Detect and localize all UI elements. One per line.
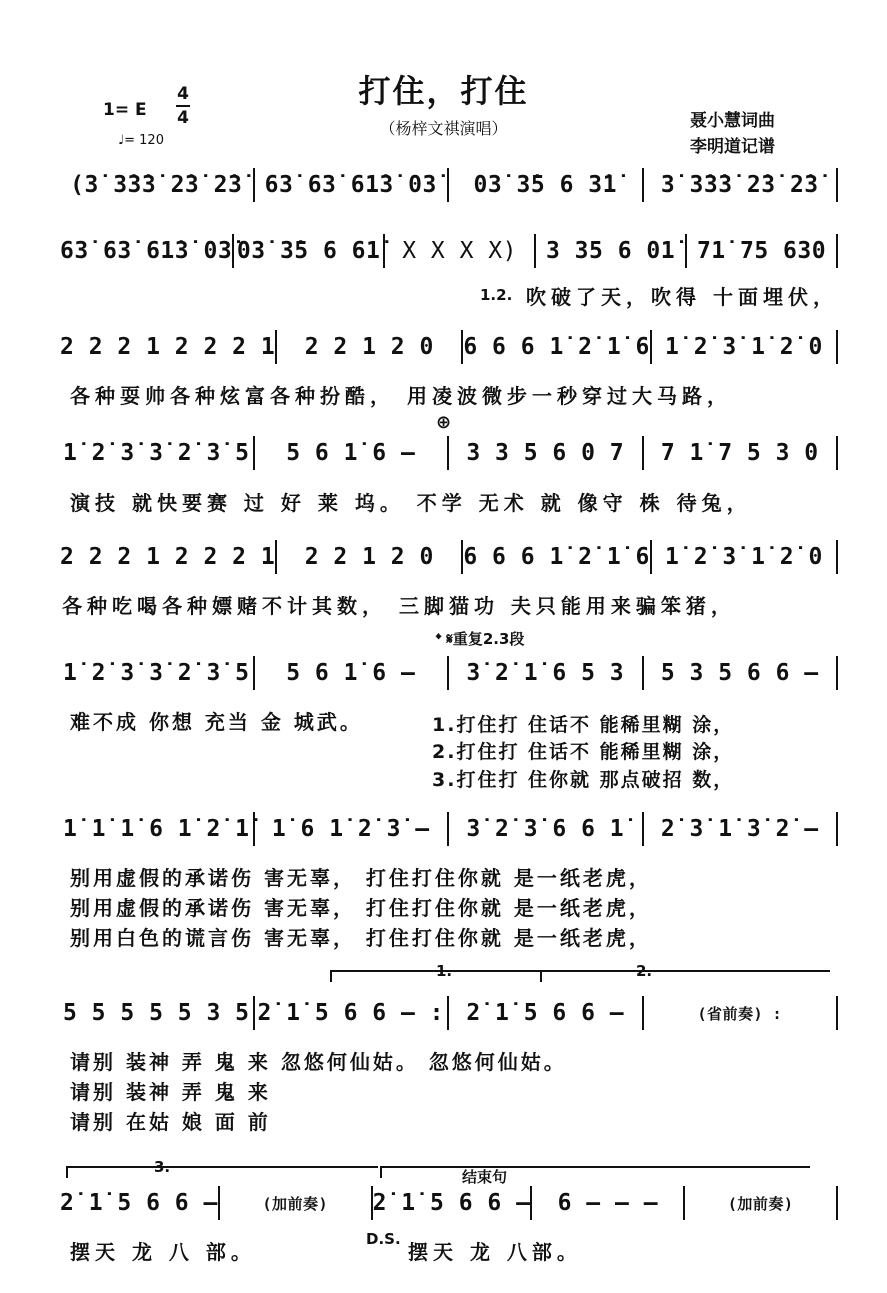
lyric-line: 2.打住打 住话不 能稀里糊 涂， [432, 741, 735, 763]
measure: 6 6 6 1̇ 2̇ 1̇ 6 [463, 544, 650, 570]
repeat-note: 𝄌 𝄋重复2.3段 [436, 630, 525, 648]
lyric-line: 演技 就快要赛 过 好 莱 坞。 不学 无术 就 像守 株 待兔， [70, 491, 752, 515]
verse-mark: 1.2. [480, 286, 513, 304]
lyric-line: 各种吃喝各种嫖赌不计其数， 三脚猫功 夫只能用来骗笨猪， [62, 594, 736, 618]
measure: 03̇ 3̇5 6 3̇1̇ [473, 172, 617, 198]
lyric-line: 吹破了天，吹得 十面埋伏， [526, 285, 838, 309]
lyric-line: 请别 装神 弄 鬼 来 [70, 1080, 271, 1104]
lyric-line: 难不成 你想 充当 金 城武。 [70, 710, 363, 734]
measure: 2̇ 3̇ 1̇ 3̇ 2̇ – [660, 816, 819, 842]
lyric-line: 请别 装神 弄 鬼 来 忽悠何仙姑。 忽悠何仙姑。 [70, 1050, 567, 1074]
measure: 63̇ 63̇ 61̇3̇ 03̇ [264, 172, 437, 198]
measure: (加前奏) [262, 1194, 328, 1213]
volta-label: 3. [154, 1158, 171, 1176]
measure: 2̇ 1̇ 5 6 6 – : [257, 1000, 444, 1026]
ending-label: 结束句 [462, 1168, 508, 1186]
lyric-line: 摆天 龙 八 部。 [70, 1240, 256, 1264]
measure: 5 6 1̇ 6 – [286, 660, 416, 686]
notation-row-4 [60, 436, 838, 470]
measure: 3̇ 2̇ 3̇ 6 6 1̇ [466, 816, 625, 842]
ds-mark: D.S. [366, 1230, 401, 1248]
notation-row-7 [60, 812, 838, 846]
coda-sign-icon: ⊕ [436, 412, 452, 433]
measure: 2 2 2 1 2 2 2 1 [60, 334, 276, 360]
measure: 5 6 1̇ 6 – [286, 440, 416, 466]
lyric-line: 别用白色的谎言伤 害无辜， 打住打住你就 是一纸老虎， [70, 926, 652, 950]
measure: 1̇ 2̇ 3̇ 3̇ 2̇ 3̇ 5 [62, 440, 250, 466]
performer: （杨梓文祺演唱） [379, 119, 508, 138]
notation-row-8 [60, 996, 838, 1030]
time-signature [176, 84, 190, 128]
measure: 03̇ 3̇5 6 61̇ [236, 238, 381, 264]
measure: 3 35 6 01̇ [545, 238, 676, 264]
measure: (省前奏) : [697, 1004, 783, 1023]
measure: 2̇ 1̇ 5 6 6 – [60, 1190, 218, 1216]
measure: (加前奏) [727, 1194, 794, 1213]
volta-label: 1. [436, 962, 453, 980]
notation-row-9 [60, 1186, 838, 1220]
notation-row-6 [60, 656, 838, 690]
lyric-line: 别用虚假的承诺伤 害无辜， 打住打住你就 是一纸老虎， [70, 896, 652, 920]
measure: 1̇ 6 1̇ 2̇ 3̇ – [271, 816, 430, 842]
notation-row-3 [60, 330, 838, 364]
volta-bracket [66, 1166, 378, 1178]
credit-notation: 李明道记谱 [690, 137, 775, 157]
measure: 63̇ 63̇ 61̇3̇ 03̇ [60, 238, 233, 264]
key-signature: 1= E [103, 100, 147, 120]
measure: 1̇ 2̇ 3̇ 1̇ 2̇ 0 [665, 334, 823, 360]
measure: 71̇ 75 630 [696, 238, 827, 264]
measure: 2̇ 1̇ 5 6 6 – [466, 1000, 625, 1026]
measure: 1̇ 2̇ 3̇ 3̇ 2̇ 3̇ 5 [62, 660, 250, 686]
time-top: 4 [177, 84, 189, 104]
measure: 5 5 5 5 5 3 5 [62, 1000, 250, 1026]
notation-row-1 [60, 168, 838, 202]
lyric-line: 别用虚假的承诺伤 害无辜， 打住打住你就 是一纸老虎， [70, 866, 652, 890]
volta-label: 2. [636, 962, 653, 980]
notation-row-5 [60, 540, 838, 574]
measure: 2̇ 1̇ 5 6 6 – [372, 1190, 531, 1216]
measure: 7 1̇ 7 5 3 0 [660, 440, 819, 466]
measure: 3 3 5 6 0 7 [466, 440, 625, 466]
measure: 6 – – – [557, 1190, 659, 1216]
measure: 2 2 2 1 2 2 2 1 [60, 544, 276, 570]
volta-bracket [380, 1166, 810, 1178]
measure: 5 3 5 6 6 – [660, 660, 819, 686]
measure: (3̇ 3̇3̇3̇ 2̇3̇ 2̇3̇ [70, 172, 243, 198]
volta-bracket [540, 970, 830, 982]
measure: 2 2 1 2 0 [304, 544, 434, 570]
measure: 3̇ 3̇3̇3̇ 2̇3̇ 2̇3̇ [660, 172, 819, 198]
measure: 3̇ 2̇ 1̇ 6 5 3 [466, 660, 625, 686]
lyric-line: 1.打住打 住话不 能稀里糊 涂， [432, 714, 735, 736]
song-title: 打住，打住 [358, 72, 529, 110]
lyric-line: 摆天 龙 八部。 [408, 1240, 582, 1264]
notation-row-2 [60, 234, 838, 268]
lyric-line: 3.打住打 住你就 那点破招 数， [432, 769, 735, 791]
measure: 1̇ 2̇ 3̇ 1̇ 2̇ 0 [665, 544, 823, 570]
lyric-line: 各种耍帅各种炫富各种扮酷， 用凌波微步一秒穿过大马路， [70, 384, 732, 408]
tempo-marking: ♩= 120 [118, 133, 164, 148]
measure: X X X X) [402, 238, 517, 264]
measure: 1̇ 1̇ 1̇ 6 1̇ 2̇ 1̇ [62, 816, 250, 842]
time-bottom: 4 [177, 108, 189, 128]
measure: 2 2 1 2 0 [304, 334, 434, 360]
credit-lyrics: 聂小慧词曲 [690, 111, 775, 131]
lyric-line: 请别 在姑 娘 面 前 [70, 1110, 271, 1134]
measure: 6 6 6 1̇ 2̇ 1̇ 6 [463, 334, 650, 360]
